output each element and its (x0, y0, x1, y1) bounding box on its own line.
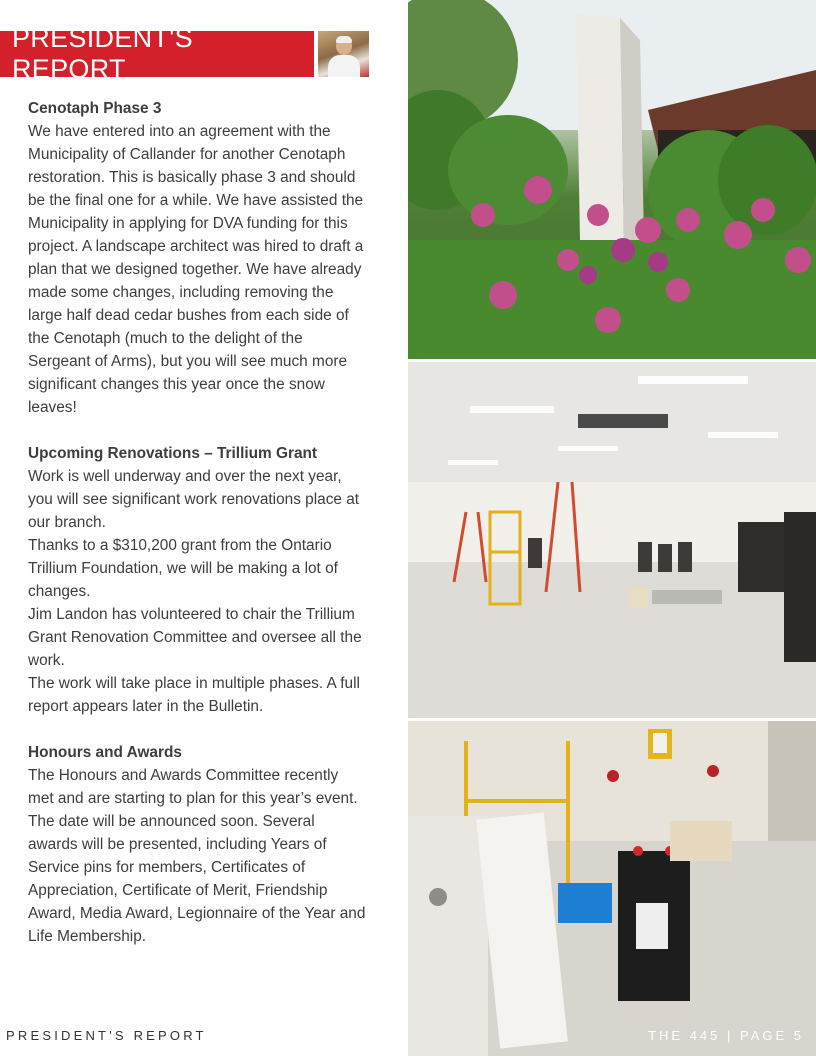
section-paragraph: Work is well underway and over the next year, you will see significant work renovations place at our branch. (28, 468, 360, 531)
section-paragraph: The Honours and Awards Committee recently met and are starting to plan for this year’s event. The date will be announced soon. Several awards will be presented, including Years of Service pins for members, Certificates of Appreciation, Certificate of Merit, Friendship Award, Media Award, Legionnaire of the Year and Life Membership. (28, 767, 366, 945)
section-heading: Cenotaph Phase 3 (28, 100, 162, 117)
hall-renovation-photo (408, 362, 816, 718)
section-heading: Honours and Awards (28, 744, 182, 761)
photo-column (408, 0, 816, 1056)
president-portrait (318, 31, 369, 77)
cenotaph-photo (408, 0, 816, 359)
page-title-text: PRESIDENT'S REPORT (12, 23, 193, 84)
section-heading: Upcoming Renovations – Trillium Grant (28, 445, 318, 462)
section-paragraph: Thanks to a $310,200 grant from the Ontario Trillium Foundation, we will be making a lot of changes. (28, 537, 338, 600)
section-paragraph: We have entered into an agreement with the Municipality of Callander for another Cenotaph restoration. This is basically phase 3 and should be the final one for a while. We have assisted the Municipality in applying for DVA funding for this project. A landscape architect was hired to draft a plan that we designed together. We have already made some changes, including removing the large half dead cedar bushes from each side of the Cenotaph (much to the delight of the Sergeant of Arms), but you will see much more significant changes this year once the snow leaves! (28, 123, 364, 416)
section-honours (28, 741, 368, 948)
section-cenotaph (28, 97, 368, 419)
renovation-supplies-photo (408, 721, 816, 1056)
page-title (0, 23, 314, 84)
footer-section-label: PRESIDENT'S REPORT (6, 1028, 207, 1043)
report-article (28, 97, 368, 971)
section-paragraph: Jim Landon has volunteered to chair the Trillium Grant Renovation Committee and oversee all the work. (28, 606, 362, 669)
section-paragraph: The work will take place in multiple phases. A full report appears later in the Bulletin. (28, 675, 360, 715)
footer-page-label: THE 445 | PAGE 5 (648, 1028, 804, 1043)
section-renovations (28, 442, 368, 718)
